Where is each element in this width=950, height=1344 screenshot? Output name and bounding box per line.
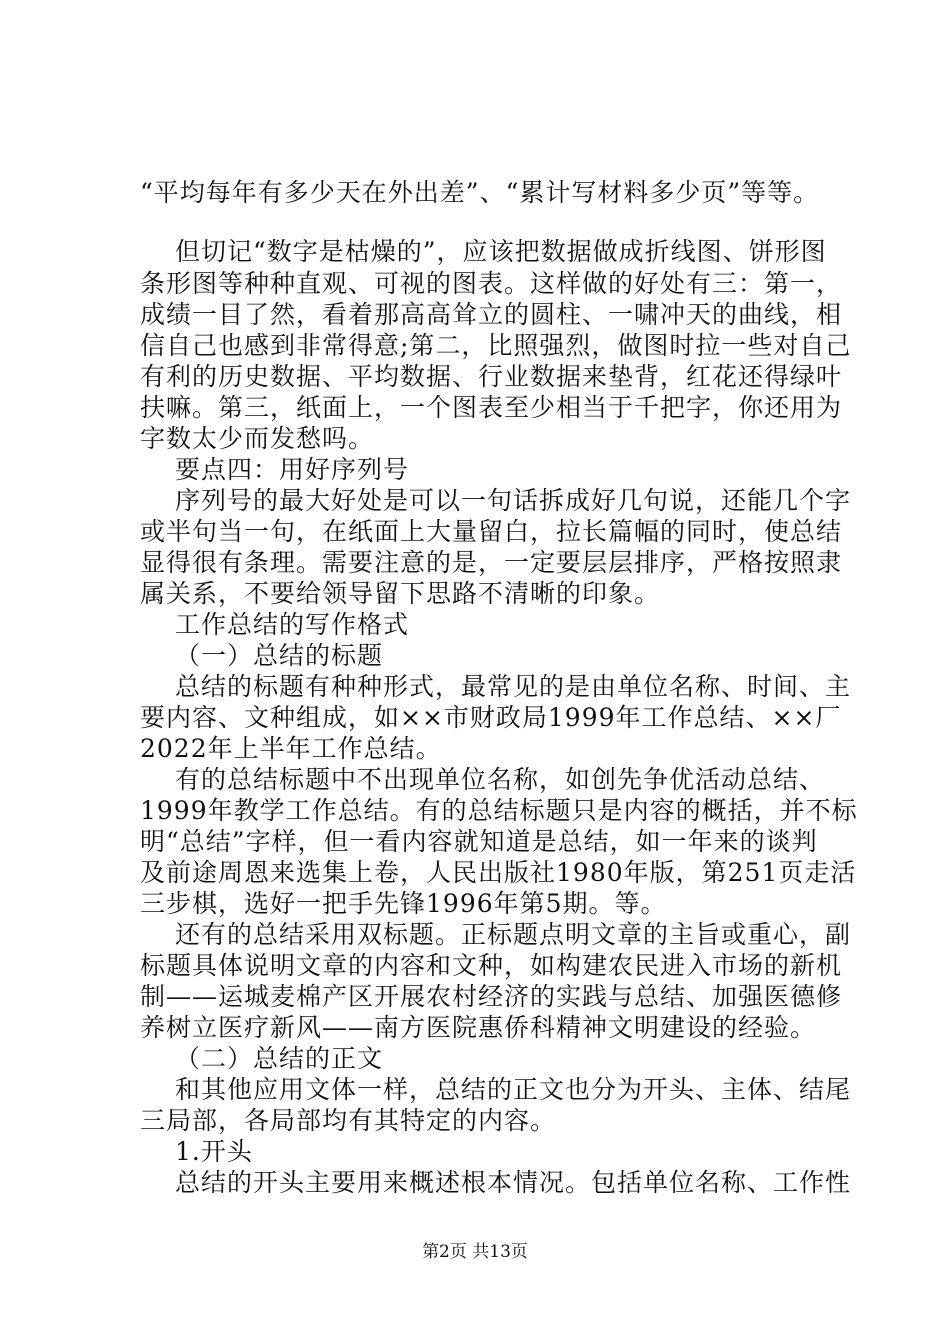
section-heading: 1.开头 xyxy=(175,1137,253,1166)
text-line: 显得很有条理。需要注意的是，一定要层层排序，严格按照隶 xyxy=(140,548,843,577)
page-footer: 第2页 共13页 xyxy=(422,1242,528,1262)
text-line: 及前途周恩来选集上卷，人民出版社1980年版，第251页走活 xyxy=(140,858,857,887)
text-line: 还有的总结采用双标题。正标题点明文章的主旨或重心，副 xyxy=(175,920,852,949)
text-line: 有的总结标题中不出现单位名称，如创先争优活动总结、 xyxy=(175,765,826,794)
text-line: 扶嘛。第三，纸面上，一个图表至少相当于千把字，你还用为 xyxy=(140,393,843,422)
text-line: 或半句当一句，在纸面上大量留白，拉长篇幅的同时，使总结 xyxy=(140,517,843,546)
text-line: 成绩一目了然，看着那高高耸立的圆柱、一啸冲天的曲线，相 xyxy=(140,300,843,329)
text-line: 字数太少而发愁吗。 xyxy=(140,424,375,453)
text-line: 制——运城麦棉产区开展农村经济的实践与总结、加强医德修 xyxy=(140,982,843,1011)
text-line: 1999年教学工作总结。有的总结标题只是内容的概括，并不标 xyxy=(140,796,858,825)
text-line: 三步棋，选好一把手先锋1996年第5期。等。 xyxy=(140,889,667,918)
text-line: “平均每年有多少天在外出差”、“累计写材料多少页”等等。 xyxy=(140,178,820,207)
text-line: 信自己也感到非常得意;第二，比照强烈，做图时拉一些对自己 xyxy=(140,331,852,360)
section-heading: （二）总结的正文 xyxy=(175,1044,384,1073)
text-line: 标题具体说明文章的内容和文种，如构建农民进入市场的新机 xyxy=(140,951,843,980)
text-line: 2022年上半年工作总结。 xyxy=(140,734,442,763)
section-heading: 要点四：用好序列号 xyxy=(175,455,410,484)
section-heading: 工作总结的写作格式 xyxy=(175,610,410,639)
text-line: 总结的开头主要用来概述根本情况。包括单位名称、工作性 xyxy=(175,1168,852,1197)
text-line: 条形图等种种直观、可视的图表。这样做的好处有三：第一， xyxy=(140,269,843,298)
text-line: 和其他应用文体一样，总结的正文也分为开头、主体、结尾 xyxy=(175,1075,852,1104)
text-line: 序列号的最大好处是可以一句话拆成好几句说，还能几个字 xyxy=(175,486,852,515)
text-line: 总结的标题有种种形式，最常见的是由单位名称、时间、主 xyxy=(175,672,852,701)
text-line: 但切记“数字是枯燥的”，应该把数据做成折线图、饼形图 xyxy=(175,237,827,266)
section-heading: （一）总结的标题 xyxy=(175,641,384,670)
text-line: 明“总结”字样，但一看内容就知道是总结，如一年来的谈判 xyxy=(140,827,818,856)
text-line: 三局部，各局部均有其特定的内容。 xyxy=(140,1106,557,1135)
text-line: 要内容、文种组成，如××市财政局1999年工作总结、××厂 xyxy=(140,703,842,732)
text-line: 属关系，不要给领导留下思路不清晰的印象。 xyxy=(140,579,661,608)
text-line: 养树立医疗新风——南方医院惠侨科精神文明建设的经验。 xyxy=(140,1013,817,1042)
text-line: 有利的历史数据、平均数据、行业数据来垫背，红花还得绿叶 xyxy=(140,362,843,391)
